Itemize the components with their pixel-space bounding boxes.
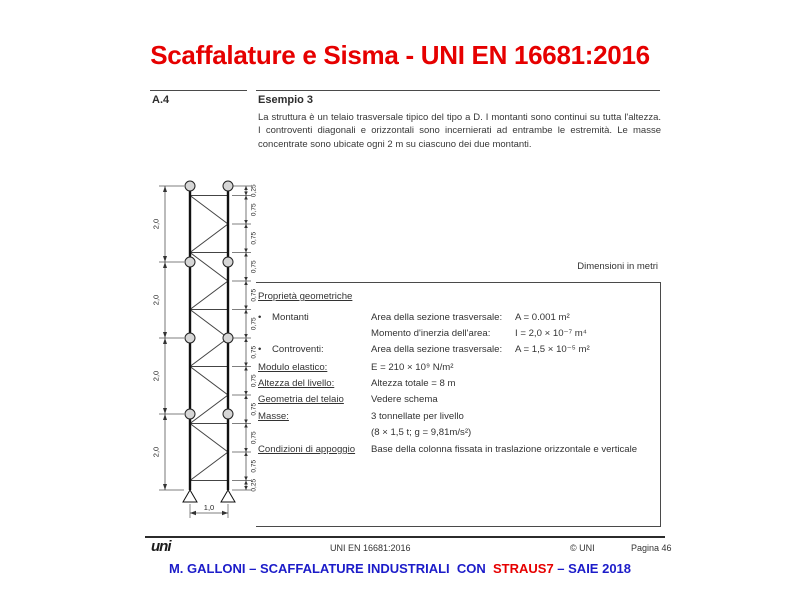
dim-label-right: 0,75 bbox=[250, 203, 258, 217]
property-value: A = 0.001 m² bbox=[515, 312, 570, 323]
credit-author-text: M. GALLONI – SCAFFALATURE INDUSTRIALI CON bbox=[168, 561, 493, 576]
dim-label-right: 0,75 bbox=[250, 288, 258, 302]
dim-label-left: 2,0 bbox=[151, 370, 161, 382]
table-row bbox=[258, 411, 464, 422]
footer-rule bbox=[145, 536, 665, 538]
property-label bbox=[258, 427, 371, 438]
mass-node bbox=[223, 409, 233, 419]
table-row bbox=[258, 444, 637, 455]
table-row bbox=[258, 394, 438, 405]
dim-label-right: 0,75 bbox=[250, 459, 258, 473]
table-row bbox=[258, 344, 590, 355]
mass-nodes bbox=[185, 181, 233, 419]
property-label-text: Modulo elastico: bbox=[258, 362, 328, 373]
mass-node bbox=[223, 257, 233, 267]
dim-label-right: 0,25 bbox=[250, 478, 258, 492]
property-description: 3 tonnellate per livello bbox=[371, 411, 464, 422]
diagonal-bracing bbox=[190, 196, 228, 481]
footer-copyright: © UNI bbox=[570, 543, 595, 553]
property-description: E = 210 × 10⁹ N/m² bbox=[371, 362, 454, 373]
properties-table bbox=[256, 282, 661, 527]
property-label bbox=[258, 444, 371, 455]
dim-label-right: 0,75 bbox=[250, 431, 258, 445]
dim-label-right: 0,75 bbox=[250, 402, 258, 416]
property-label bbox=[258, 328, 371, 339]
dim-label-right: 0,75 bbox=[250, 231, 258, 245]
property-label-text: Condizioni di appoggio bbox=[258, 444, 356, 455]
dim-label-right: 0,75 bbox=[250, 345, 258, 359]
mass-node bbox=[185, 333, 195, 343]
bullet-icon: • bbox=[258, 312, 262, 323]
footer-page: Pagina 46 bbox=[631, 543, 672, 553]
header-rule-right bbox=[256, 90, 660, 91]
property-label bbox=[258, 378, 371, 389]
property-label bbox=[258, 362, 371, 373]
pinned-support-icon bbox=[183, 490, 197, 502]
dim-label-right: 0,75 bbox=[250, 317, 258, 331]
dimensions-note: Dimensioni in metri bbox=[577, 261, 658, 272]
pinned-support-icon bbox=[221, 490, 235, 502]
example-paragraph: La struttura è un telaio trasversale tipico del tipo a D. I montanti sono continui su tutta l'altezza. I controventi diagonali e orizzontali sono incernierati ad entrambe le estremità. Le masse concentrate sono ubicate ogni 2 m su ciascuno dei due montanti. bbox=[258, 112, 661, 150]
table-row bbox=[258, 291, 371, 302]
dim-label-left: 2,0 bbox=[151, 218, 161, 230]
table-row bbox=[258, 427, 471, 438]
credit-straus7: STRAUS7 bbox=[493, 561, 554, 576]
property-description: Base della colonna fissata in traslazione orizzontale e verticale bbox=[371, 444, 638, 455]
property-label-text: Geometria del telaio bbox=[258, 394, 344, 405]
property-label-text: Controventi: bbox=[272, 344, 324, 355]
slide-title: Scaffalature e Sisma - UNI EN 16681:2016 bbox=[150, 40, 650, 70]
property-label bbox=[258, 291, 371, 302]
uni-logo: uni bbox=[151, 538, 171, 555]
property-label bbox=[258, 344, 371, 355]
property-description: Area della sezione trasversale: bbox=[371, 312, 503, 323]
property-description: Vedere schema bbox=[371, 394, 438, 405]
property-label-text: Masse: bbox=[258, 411, 289, 422]
property-label-text: Proprietà geometriche bbox=[258, 291, 353, 302]
table-row bbox=[258, 362, 454, 373]
property-description: (8 × 1,5 t; g = 9,81m/s²) bbox=[371, 427, 472, 438]
property-value: A = 1,5 × 10⁻⁵ m² bbox=[515, 344, 590, 355]
mass-node bbox=[185, 181, 195, 191]
example-heading: Esempio 3 bbox=[258, 94, 314, 106]
mass-node bbox=[223, 181, 233, 191]
property-label bbox=[258, 394, 371, 405]
property-label bbox=[258, 411, 371, 422]
property-description: Momento d'inerzia dell'area: bbox=[371, 328, 491, 339]
table-row bbox=[258, 378, 456, 389]
dim-chain-right bbox=[232, 184, 258, 492]
dim-label-right: 0,25 bbox=[250, 184, 258, 198]
dim-label-left: 2,0 bbox=[151, 294, 161, 306]
bullet-icon: • bbox=[258, 344, 262, 355]
property-label-text: Altezza del livello: bbox=[258, 378, 335, 389]
credit-event: – SAIE 2018 bbox=[553, 561, 632, 576]
dim-label-bottom: 1,0 bbox=[203, 503, 215, 512]
table-row bbox=[258, 312, 570, 323]
header-rule-left bbox=[150, 90, 247, 91]
table-row bbox=[258, 328, 587, 339]
mass-node bbox=[185, 409, 195, 419]
property-label bbox=[258, 312, 371, 323]
dim-label-left: 2,0 bbox=[151, 446, 161, 458]
footer-standard: UNI EN 16681:2016 bbox=[330, 543, 411, 553]
dim-bottom bbox=[190, 503, 228, 518]
property-description: Altezza totale = 8 m bbox=[371, 378, 456, 389]
dim-chain-left bbox=[152, 186, 185, 490]
mass-node bbox=[223, 333, 233, 343]
section-number: A.4 bbox=[152, 94, 170, 106]
credit-line bbox=[0, 561, 800, 576]
dim-label-right: 0,75 bbox=[250, 260, 258, 274]
supports bbox=[183, 490, 235, 502]
property-value: I = 2,0 × 10⁻⁷ m⁴ bbox=[515, 328, 587, 339]
dim-label-right: 0,75 bbox=[250, 374, 258, 388]
property-description: Area della sezione trasversale: bbox=[371, 344, 503, 355]
mass-node bbox=[185, 257, 195, 267]
upright-frame bbox=[190, 186, 228, 490]
property-label-text: Montanti bbox=[272, 312, 309, 323]
